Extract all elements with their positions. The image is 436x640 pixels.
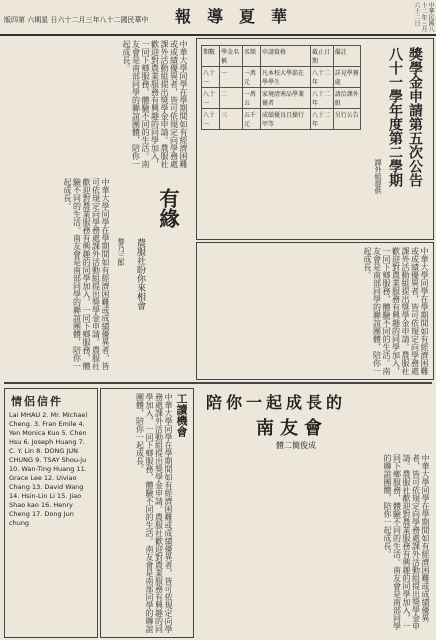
- article1-title: 有緣: [156, 188, 180, 228]
- notice-continued: [196, 242, 434, 380]
- masthead-title: 報導夏華: [175, 7, 304, 26]
- cell: 成績優良且操行甲等: [260, 109, 310, 130]
- cell: 一萬元: [242, 67, 260, 88]
- article3-body: 中華大學同學在學期間如有經濟困難或成績優異者，皆可依規定向學務處課外活動組提出獎學金申請。農服社歡迎對農業服務有興趣的同學加入，一同下鄉服務，體驗不同的生活。南友會是南部同學的聯誼團體，陪你一起成長。: [135, 393, 173, 633]
- notice-title: 八十一學年度第二學期: [387, 47, 403, 187]
- notice-note: 課外組提供: [374, 159, 382, 194]
- article2-body: 中華大學同學在學期間如有經濟困難或成績優異者，皆可依規定向學務處課外活動組提出獎學金申請。農服社歡迎對農業服務有興趣的同學加入，一同下鄉服務，體驗不同的生活。南友會是南部同學的聯誼團體，陪你一起成長。: [383, 454, 430, 630]
- cell: 家境清寒品學兼優者: [260, 88, 310, 109]
- article1-body-bottom: 中華大學同學在學期間如有經濟困難或成績優異者，皆可依規定向學務處課外活動組提出獎學金申請。農服社歡迎對農業服務有興趣的同學加入，一同下鄉服務，體驗不同的生活。南友會是南部同學的聯誼團體，陪你一起成長。: [63, 178, 110, 370]
- article1-body-top: 中華大學同學在學期間如有經濟困難或成績優異者，皆可依規定向學務處課外活動組提出獎學金申請。農服社歡迎對農業服務有興趣的同學加入，一同下鄉服務，體驗不同的生活。南友會是南部同學的聯誼團體，陪你一起成長。: [122, 40, 188, 168]
- masthead: [0, 0, 436, 36]
- article4-title: 情侶信件: [11, 395, 63, 408]
- cell: 八十二年: [311, 88, 334, 109]
- scholarship-notice: [196, 38, 434, 240]
- header-cell: 名額: [242, 46, 260, 67]
- masthead-right-meta: 中華民國八十二年三月六十二日: [413, 2, 434, 32]
- header-cell: 截止日期: [311, 46, 334, 67]
- table-row: [202, 88, 361, 109]
- notice-table: [201, 45, 361, 130]
- table-row: [202, 67, 361, 88]
- cell: 請洽課外組: [333, 88, 360, 109]
- section-divider: [4, 382, 432, 384]
- cell: 八十一: [202, 88, 220, 109]
- cell: 一萬五: [242, 88, 260, 109]
- article3-title: 工讀機會: [175, 393, 188, 437]
- names-list: Lai MHAU 2. Mr. Michael Cheng. 3. Fran Emile 4. Yen Monica Kuo 5. Chen Hsu 6. Joseph Huang 7. C. Y. Lin 8. DONG JUN CHUNG 9. TSAY Shou-ju 10. Wan-Ting Huang 11. Grace Lee 12. Uiviao Chang 13. David Wang 14. Hsin-Lin Li 15. Jiao Shao kao 16. Henry Cheng 17. Dong Jun chung: [9, 411, 88, 527]
- cell: 凡本校大學部在學學生: [260, 67, 310, 88]
- table-header: [202, 46, 361, 67]
- article2-title: 陪你一起成長的: [206, 393, 347, 412]
- cell: 詳見學務處: [333, 67, 360, 88]
- table-row: [202, 109, 361, 130]
- header-cell: 學金名稱: [220, 46, 243, 67]
- article-nanyouhui: [196, 388, 432, 636]
- cell: 八十一: [202, 67, 220, 88]
- cell: 八十二年: [311, 109, 334, 130]
- header-cell: 申請資格: [260, 46, 310, 67]
- cell: 八十二年: [311, 67, 334, 88]
- header-cell: 期數: [202, 46, 220, 67]
- cell: 三: [220, 109, 243, 130]
- header-cell: 備註: [333, 46, 360, 67]
- article2-subtitle: 南友會: [256, 418, 328, 439]
- article1-author: 黎乃三郎: [117, 238, 125, 266]
- masthead-left-meta: 版四第 六期星 日六十二月三年八十二國民華中: [4, 16, 149, 24]
- cell: 一: [220, 67, 243, 88]
- notice-continued-text: 中華大學同學在學期間如有經濟困難或成績優異者，皆可依規定向學務處課外活動組提出獎學金申請。農服社歡迎對農業服務有興趣的同學加入，一同下鄉服務，體驗不同的生活。南友會是南部同學的聯誼團體，陪你一起成長。: [363, 247, 429, 375]
- notice-subtitle: 獎學金申請第五次公告: [407, 47, 423, 187]
- article-letters: [4, 388, 98, 638]
- article1-subtitle: 農服社盼你來相會: [135, 238, 145, 310]
- cell: 八十一: [202, 109, 220, 130]
- cell: 另行公告: [333, 109, 360, 130]
- article-work-study: [100, 388, 194, 638]
- article2-author: 體二簡俊成: [276, 441, 316, 450]
- cell: 二: [220, 88, 243, 109]
- article-youyuan: [4, 38, 192, 378]
- cell: 五千元: [242, 109, 260, 130]
